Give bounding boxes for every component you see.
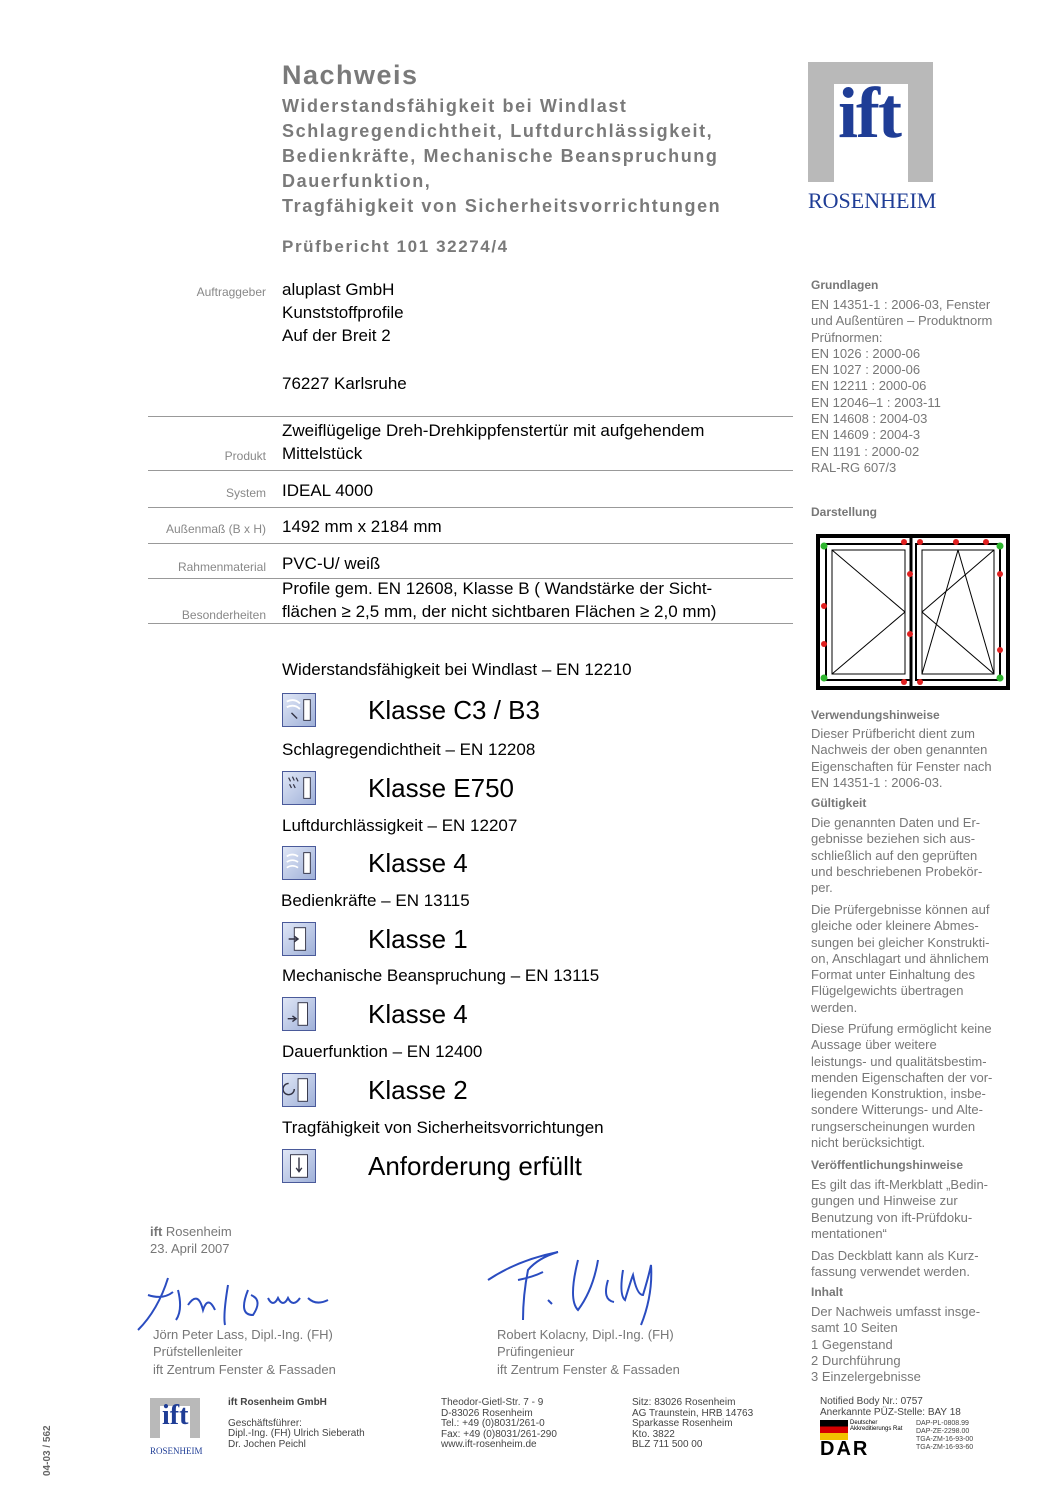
subtitle-line-1: Widerstandsfähigkeit bei Windlast bbox=[282, 96, 628, 116]
verwendung-line: Eigenschaften für Fenster nach bbox=[811, 758, 992, 774]
subtitle-line-4: Dauerfunktion, bbox=[282, 171, 432, 191]
grundlagen-line: Prüfnormen: bbox=[811, 329, 883, 345]
gueltigkeit-line: rungserscheinungen wurden bbox=[811, 1118, 976, 1134]
footer-logo-text: ift bbox=[162, 1400, 189, 1431]
logo-text: ift bbox=[838, 73, 900, 153]
verwendung-line: EN 14351-1 : 2006-03. bbox=[811, 774, 943, 790]
dar-wordmark: DAR bbox=[820, 1438, 870, 1460]
logo-city: ROSENHEIM bbox=[808, 188, 937, 213]
gueltigkeit-line: nicht berücksichtigt. bbox=[811, 1135, 926, 1151]
footer-line: AG Traunstein, HRB 14763 bbox=[632, 1407, 754, 1419]
label-besonderheiten: Besonderheiten bbox=[181, 608, 266, 622]
result-value-3: Klasse 4 bbox=[368, 848, 468, 878]
grundlagen-line: EN 14608 : 2004-03 bbox=[811, 411, 928, 427]
footer-line: Notified Body Nr.: 0757 bbox=[820, 1396, 923, 1407]
client-city: 76227 Karlsruhe bbox=[282, 374, 407, 393]
label-aussenmass: Außenmaß (B x H) bbox=[165, 522, 266, 536]
sidebar-gueltigkeit-text-2 bbox=[811, 902, 1021, 1016]
gueltigkeit-line: Die Prüfergebnisse können auf bbox=[811, 902, 990, 917]
gueltigkeit-line: gleiche oder kleinere Abmes- bbox=[811, 918, 979, 934]
product-line-2: Mittelstück bbox=[282, 444, 363, 463]
issuer-city: Rosenheim bbox=[162, 1224, 232, 1239]
gueltigkeit-line: Die genannten Daten und Er- bbox=[811, 815, 981, 830]
label-auftraggeber: Auftraggeber bbox=[196, 285, 266, 299]
divider bbox=[148, 470, 793, 471]
divider bbox=[148, 543, 793, 544]
grundlagen-line: EN 1027 : 2000-06 bbox=[811, 362, 921, 378]
document-title: Nachweis bbox=[282, 60, 419, 90]
sidebar-veroeffentlichung-text-1 bbox=[811, 1177, 1021, 1242]
signature-kolacny bbox=[478, 1240, 698, 1340]
special-features-line-2: flächen ≥ 2,5 mm, der nicht sichtbaren Flächen ≥ 2,0 mm) bbox=[282, 602, 717, 621]
result-heading-5: Mechanische Beanspruchung – EN 13115 bbox=[282, 966, 600, 985]
signer-1-name: Jörn Peter Lass, Dipl.-Ing. (FH) bbox=[153, 1327, 333, 1342]
footer-line: BLZ 711 500 00 bbox=[632, 1439, 703, 1450]
frame-material-value: PVC-U/ weiß bbox=[282, 554, 381, 573]
result-value-2: Klasse E750 bbox=[368, 773, 514, 803]
verwendung-line: Nachweis der oben genannten bbox=[811, 742, 988, 758]
product-line-1: Zweiflügelige Dreh-Drehkippfenstertür mit aufgehendem bbox=[282, 421, 705, 440]
client-street: Auf der Breit 2 bbox=[282, 326, 391, 345]
gueltigkeit-line: Diese Prüfung ermöglicht keine bbox=[811, 1021, 992, 1036]
mechanical-load-icon bbox=[282, 997, 316, 1031]
signer-1-role: Prüfstellenleiter bbox=[153, 1344, 243, 1359]
result-heading-4: Bedienkräfte – EN 13115 bbox=[281, 891, 470, 910]
footer-line: Kto. 3822 bbox=[632, 1428, 675, 1440]
gueltigkeit-line: liegenden Konstruktion, insbe- bbox=[811, 1086, 986, 1102]
signer-2-role: Prüfingenieur bbox=[497, 1344, 575, 1359]
label-produkt: Produkt bbox=[224, 449, 266, 463]
accreditation-line: DAP-ZE-2298.00 bbox=[916, 1428, 970, 1435]
result-value-1: Klasse C3 / B3 bbox=[368, 695, 540, 725]
veroeff-line: Benutzung von ift-Prüfdoku- bbox=[811, 1209, 973, 1225]
air-permeability-icon bbox=[282, 846, 316, 880]
grundlagen-line: EN 1191 : 2000-02 bbox=[811, 443, 920, 459]
footer-address bbox=[441, 1398, 557, 1451]
result-value-6: Klasse 2 bbox=[368, 1075, 468, 1105]
system-value: IDEAL 4000 bbox=[282, 481, 374, 500]
ift-logo bbox=[808, 62, 936, 220]
veroeff-line: Das Deckblatt kann als Kurz- bbox=[811, 1248, 979, 1263]
subtitle-line-2: Schlagregendichtheit, Luftdurchlässigkeit, bbox=[282, 121, 714, 141]
sidebar-inhalt-text bbox=[811, 1304, 1021, 1385]
footer-line: ift Rosenheim GmbH bbox=[228, 1397, 327, 1408]
gueltigkeit-line: sondere Witterungs- und Alte- bbox=[811, 1102, 983, 1118]
gueltigkeit-line: schließlich auf den geprüften bbox=[811, 847, 978, 863]
window-drawing bbox=[816, 534, 1010, 690]
gueltigkeit-line: Format unter Einhaltung des bbox=[811, 967, 976, 983]
footer-line: Sitz: 83026 Rosenheim bbox=[632, 1397, 736, 1408]
footer-notified-body bbox=[820, 1397, 961, 1418]
gueltigkeit-line: per. bbox=[811, 880, 833, 896]
veroeff-line: gungen und Hinweise zur bbox=[811, 1193, 958, 1209]
footer-line: Sparkasse Rosenheim bbox=[632, 1418, 733, 1429]
document-code bbox=[40, 1410, 54, 1480]
gueltigkeit-line: leistungs- und qualitätsbestim- bbox=[811, 1053, 987, 1069]
subtitle-line-3: Bedienkräfte, Mechanische Beanspruchung bbox=[282, 146, 719, 166]
footer-line: Anerkannte PÜZ-Stelle: BAY 18 bbox=[820, 1406, 961, 1418]
footer-line: Tel.: +49 (0)8031/261-0 bbox=[441, 1418, 545, 1429]
operating-force-icon bbox=[282, 922, 316, 956]
wind-load-icon bbox=[282, 693, 316, 727]
grundlagen-line: EN 14351-1 : 2006-03, Fenster bbox=[811, 297, 991, 312]
gueltigkeit-line: menden Eigenschaften der vor- bbox=[811, 1069, 993, 1085]
sidebar-verwendung-heading: Verwendungshinweise bbox=[811, 708, 940, 722]
footer-line: Dipl.-Ing. (FH) Ulrich Sieberath bbox=[228, 1428, 365, 1439]
issuer bbox=[150, 1224, 232, 1239]
grundlagen-line: EN 1026 : 2000-06 bbox=[811, 345, 921, 361]
subtitle-line-5: Tragfähigkeit von Sicherheitsvorrichtungen bbox=[282, 196, 722, 216]
accreditation-line: TGA-ZM-16-93-00 bbox=[916, 1436, 974, 1443]
result-value-7: Anforderung erfüllt bbox=[368, 1151, 582, 1181]
footer-line: Dr. Jochen Peichl bbox=[228, 1438, 306, 1450]
special-features-line-1: Profile gem. EN 12608, Klasse B ( Wandstärke der Sicht- bbox=[282, 579, 713, 598]
gueltigkeit-line: Flügelgewichts übertragen bbox=[811, 983, 964, 999]
grundlagen-line: EN 12211 : 2000-06 bbox=[811, 378, 927, 394]
gueltigkeit-line: werden. bbox=[811, 999, 858, 1015]
sidebar-grundlagen-text bbox=[811, 297, 1021, 476]
result-heading-6: Dauerfunktion – EN 12400 bbox=[282, 1042, 483, 1061]
gueltigkeit-line: gebnisse beziehen sich aus- bbox=[811, 831, 976, 847]
signer-2-dept: ift Zentrum Fenster & Fassaden bbox=[497, 1362, 680, 1377]
gueltigkeit-line: sungen bei gleicher Konstrukti- bbox=[811, 934, 990, 950]
result-heading-2: Schlagregendichtheit – EN 12208 bbox=[282, 740, 536, 759]
inhalt-line: 1 Gegenstand bbox=[811, 1336, 893, 1352]
grundlagen-line: EN 12046–1 : 2003-11 bbox=[811, 394, 941, 410]
sidebar-inhalt-heading: Inhalt bbox=[811, 1285, 843, 1299]
durability-icon bbox=[282, 1073, 316, 1107]
result-heading-1: Widerstandsfähigkeit bei Windlast – EN 12210 bbox=[282, 660, 632, 679]
divider bbox=[148, 416, 793, 417]
sidebar-veroeffentlichung-text-2 bbox=[811, 1248, 1021, 1281]
inhalt-line: Der Nachweis umfasst insge- bbox=[811, 1304, 981, 1319]
divider bbox=[148, 507, 793, 508]
inhalt-line: 3 Einzelergebnisse bbox=[811, 1369, 921, 1385]
signer-1-dept: ift Zentrum Fenster & Fassaden bbox=[153, 1362, 336, 1377]
footer-line: Theodor-Gietl-Str. 7 - 9 bbox=[441, 1397, 544, 1408]
sidebar-gueltigkeit-text-3 bbox=[811, 1021, 1021, 1151]
verwendung-line: Dieser Prüfbericht dient zum bbox=[811, 726, 976, 741]
sidebar-gueltigkeit-heading: Gültigkeit bbox=[811, 796, 867, 810]
grundlagen-line: EN 14609 : 2004-3 bbox=[811, 427, 921, 443]
label-rahmenmaterial: Rahmenmaterial bbox=[177, 560, 266, 574]
document-code-text: 04-03 / 562 bbox=[42, 1425, 53, 1476]
accreditation-line: DAP-PL-0808.99 bbox=[916, 1420, 969, 1427]
client-name: aluplast GmbH bbox=[282, 280, 395, 299]
sidebar-grundlagen-heading: Grundlagen bbox=[811, 278, 879, 292]
result-value-5: Klasse 4 bbox=[368, 999, 468, 1029]
footer-line: Geschäftsführer: bbox=[228, 1417, 302, 1429]
signer-2-name: Robert Kolacny, Dipl.-Ing. (FH) bbox=[497, 1327, 674, 1342]
safety-device-icon bbox=[282, 1149, 316, 1183]
result-heading-3: Luftdurchlässigkeit – EN 12207 bbox=[282, 816, 518, 835]
label-system: System bbox=[225, 486, 266, 500]
footer-ift-logo bbox=[150, 1398, 202, 1460]
issuer-bold: ift bbox=[150, 1224, 163, 1239]
dar-logo bbox=[820, 1420, 912, 1460]
result-value-4: Klasse 1 bbox=[368, 924, 468, 954]
sidebar-veroeffentlichung-heading: Veröffentlichungshinweise bbox=[811, 1158, 964, 1172]
veroeff-line: fassung verwendet werden. bbox=[811, 1264, 970, 1280]
german-flag-icon bbox=[820, 1420, 848, 1440]
divider bbox=[148, 623, 793, 624]
footer-accreditations bbox=[916, 1420, 973, 1452]
driving-rain-icon bbox=[282, 771, 316, 805]
dimensions-value: 1492 mm x 2184 mm bbox=[282, 517, 442, 536]
accreditation-line: TGA-ZM-16-93-60 bbox=[916, 1444, 974, 1451]
grundlagen-line: und Außentüren – Produktnorm bbox=[811, 313, 993, 329]
client-line-2: Kunststoffprofile bbox=[282, 303, 404, 322]
footer-line: D-83026 Rosenheim bbox=[441, 1407, 533, 1419]
veroeff-line: Es gilt das ift-Merkblatt „Bedin- bbox=[811, 1177, 989, 1192]
footer-logo-city: ROSENHEIM bbox=[150, 1446, 203, 1456]
footer-line: www.ift-rosenheim.de bbox=[441, 1439, 537, 1450]
footer-line bbox=[228, 1409, 365, 1419]
footer-company bbox=[228, 1398, 365, 1450]
report-number: Prüfbericht 101 32274/4 bbox=[282, 237, 509, 256]
issue-date: 23. April 2007 bbox=[150, 1241, 230, 1256]
gueltigkeit-line: Aussage über weitere bbox=[811, 1037, 937, 1053]
inhalt-line: samt 10 Seiten bbox=[811, 1320, 898, 1336]
gueltigkeit-line: und beschriebenen Probekör- bbox=[811, 863, 983, 879]
dar-caption: Deutscher Akkreditierungs Rat bbox=[850, 1420, 903, 1432]
inhalt-line: 2 Durchführung bbox=[811, 1352, 901, 1368]
footer-line: Fax: +49 (0)8031/261-290 bbox=[441, 1428, 557, 1440]
sidebar-gueltigkeit-text-1 bbox=[811, 815, 1021, 896]
sidebar-verwendung-text bbox=[811, 726, 1021, 791]
grundlagen-line: RAL-RG 607/3 bbox=[811, 459, 897, 475]
footer-register bbox=[632, 1398, 753, 1451]
gueltigkeit-line: on, Anschlagart und ähnlichem bbox=[811, 950, 989, 966]
veroeff-line: mentationen“ bbox=[811, 1225, 887, 1241]
sidebar-darstellung-heading: Darstellung bbox=[811, 505, 878, 519]
result-heading-7: Tragfähigkeit von Sicherheitsvorrichtungen bbox=[282, 1118, 604, 1137]
